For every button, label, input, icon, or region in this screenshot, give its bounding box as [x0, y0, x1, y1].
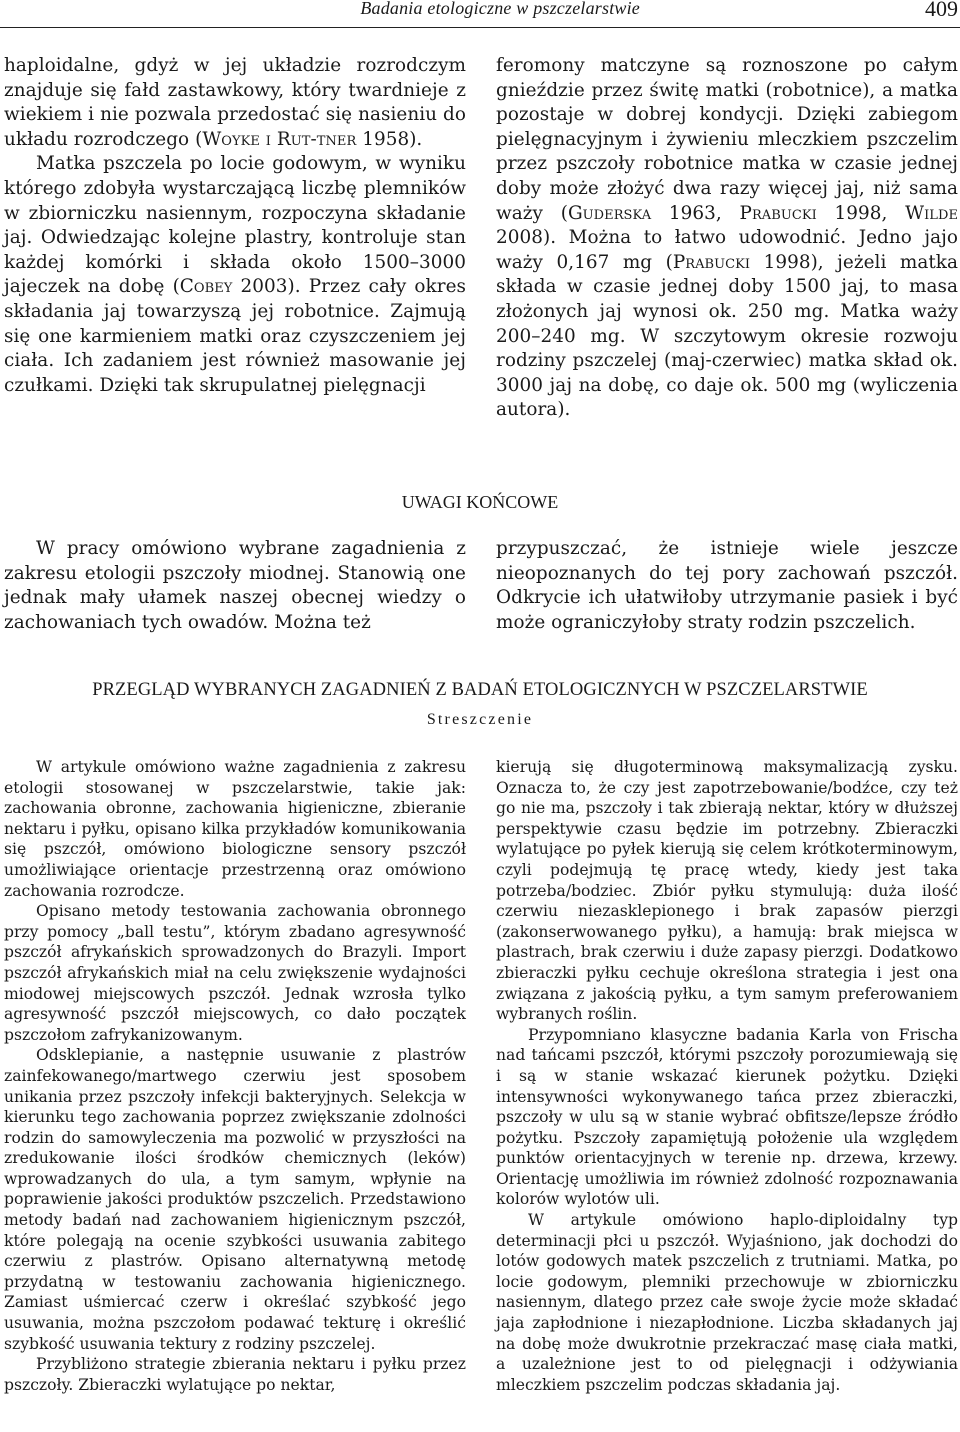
- paragraph: W pracy omówiono wybrane zagadnienia z zakresu etologii pszczoły miodnej. Stanowią one jednak mały ułamek naszej obecnej wiedzy o zachowaniach tych owadów. Można też: [4, 538, 466, 633]
- citation: Woyke i Rut-tner: [202, 128, 357, 150]
- paragraph: Przybliżono strategie zbierania nektaru i pyłku przez pszczoły. Zbieraczki wylatujące po nektar,: [4, 1355, 466, 1394]
- paragraph: kierują się długoterminową maksymalizacją zysku. Oznacza to, że czy jest zapotrzebowanie/bodźce, czy też go nie ma, pszczoły i tak zbierają nektar, który w dłuższej perspektywie czasu będzie im potrzebny. Zbieraczki wylatujące po pyłek kierują się celem krótkoterminowym, czyli podejmują tę pracę wtedy, kiedy jest taka potrzeba/bodziec. Zbiór pyłku stymulują: duża ilość czerwiu niezasklepionego i brak zapasów pierzgi (zakonserwowanego pyłku), a hamują: brak miejsca w plastrach, brak czerwiu i duże zapasy pierzgi. Dodatkowo zbieraczki pyłku cechuje określona strategia i jest ona związana z jakością pyłku, a tym samym preferowaniem wybranych roślin.: [496, 758, 958, 1024]
- paragraph: W artykule omówiono ważne zagadnienia z zakresu etologii stosowanej w pszczelarstwie, takie jak: zachowania obronne, zachowania higieniczne, zbieranie nektaru i pyłku, opisano kilka przykładów komunikowania się pszczół, omówiono biologiczne sensory pszczół umożliwiające orientacje przestrzenną oraz omówiono zachowania rozrodcze.: [4, 758, 466, 900]
- text-run: 1958).: [356, 128, 423, 150]
- summary-column-left: [4, 757, 466, 1395]
- text-run: 1963,: [651, 202, 740, 224]
- running-header: [0, 0, 960, 30]
- text-run: Matka pszczela po locie godowym, w wyniku którego zdobyła wystarczającą liczbę plemników w zbiorniczku nasiennym, rozpoczyna składanie jaj. Odwiedzając kolejne plastry, kontroluje stan każdej komórki i składa około 1500–3000 jajeczek na dobę (: [4, 153, 466, 298]
- citation: Cobey: [179, 276, 233, 298]
- text-run: feromony matczyne są roznoszone po całym gnieździe przez świtę matki (robotnice), a matka pozostaje w dobrej kondycji. Dzięki zabiegom pielęgnacyjnym i żywieniu mleczkiem pszczelim przez pszczoły robotnice matka w czasie jednej doby może złożyć dwa razy więcej jaj, niż sama waży (: [496, 55, 958, 224]
- citation: Wilde: [905, 202, 958, 224]
- paragraph: Opisano metody testowania zachowania obronnego przy pomocy „ball testu”, którym zbadano agresywność pszczół afrykańskich sprowadzonych do Brazyli. Import pszczół afrykańskich miał na celu zwiększenie wydajności miodowej miejscowych pszczół. Jednak wzrosła tylko agresywność pszczół miejscowych, co dało początek pszczołom zafrykanizowanym.: [4, 902, 466, 1044]
- page-number: 409: [925, 0, 958, 21]
- paragraph: [4, 54, 466, 152]
- text-run: 2003). Przez cały okres składania jaj towarzyszą jej robotnice. Zajmują się one karmieniem matki oraz czyszczeniem jej ciała. Ich zadaniem jest również masowanie jej czułkami. Dzięki tak skrupulatnej pielęgnacji: [4, 276, 466, 396]
- text-run: 1998,: [816, 202, 906, 224]
- text-run: haploidalne, gdyż w jej układzie rozrodczym znajduje się fałd zastawkowy, który twardnieje z wiekiem i nie pozwala przedostać się nasieniu do układu rozrodczego (: [4, 55, 466, 150]
- citation: Prabucki: [739, 202, 817, 224]
- paragraph: [4, 152, 466, 398]
- summary-subtitle: Streszczenie: [426, 711, 534, 728]
- paragraph: Przypomniano klasyczne badania Karla von Frischa nad tańcami pszczół, którymi pszczoły porozumiewają się i są w stanie wskazać kierunek pożytku. Dzięki intensywności wykonywanego tańca przez zbieraczki, pszczoły w ulu są w stanie wybrać obfitsze/lepsze źródło pożytku. Pszczoły zapamiętują położenie ula względem punktów orientacyjnych w terenie np. drzewa, krzewy. Orientację umożliwia im również zdolność rozpoznawania kolorów wylotów uli.: [496, 1025, 958, 1209]
- paragraph: W artykule omówiono haplo-diploidalny typ determinacji płci u pszczół. Wyjaśniono, jak dochodzi do lotów godowych matek pszczelich z trutniami. Matka, po locie godowym, plemniki przechowuje w zbiorniczku nasiennym, dlatego przez całe swoje życie może składać jaja zapłodnione i niezapłodnione. Liczba składanych jaj na dobę może dwukrotnie przekraczać masę ciała matki, a uzależnione jest to od pielęgnacji i odżywiania mleczkiem pszczelim podczas składania jaj.: [496, 1211, 958, 1394]
- citation: Prabucki: [672, 251, 751, 273]
- running-title: Badania etologiczne w pszczelarstwie: [360, 0, 640, 18]
- uwagi-column-left: [4, 537, 466, 635]
- section-heading-uwagi: UWAGI KOŃCOWE: [401, 492, 559, 512]
- body-column-left: [4, 54, 466, 398]
- text-run: 2008). Można to łatwo udowodnić. Jedno jajo waży 0,167 mg (: [496, 227, 958, 273]
- header-rule: [0, 27, 960, 28]
- text-run: 1998), jeżeli matka składa w czasie jednej doby 1500 jaj, to masa złożonych jaj wynosi ok. 250 mg. Matka waży 200–240 mg. W szczytowym okresie rozwoju rodziny pszczelej (maj-czerwiec) matka skład ok. 3000 jaj na dobę, co daje ok. 500 mg (wyliczenia autora).: [496, 251, 958, 421]
- citation: Guderska: [567, 202, 652, 224]
- body-column-right: [496, 54, 958, 423]
- paragraph: przypuszczać, że istnieje wiele jeszcze nieopoznanych do tej pory zachowań pszczół. Odkrycie ich ułatwiłoby utrzymanie pasiek i być może ograniczyłoby straty rodzin pszczelich.: [496, 538, 958, 633]
- paragraph: Odsklepianie, a następnie usuwanie z plastrów zainfekowanego/martwego czerwiu jest sposobem unikania przez pszczoły infekcji bakteryjnych. Selekcja w kierunku tego zachowania poprzez zwiększanie zdolności rodzin do samowyleczenia ma pozwolić w przyszłości na zredukowanie ilości środków chemicznych (leków) wprowadzanych do ula, a tym samym, wpłynie na poprawienie jakości produktów pszczelich. Przedstawiono metody badań nad zachowaniem higienicznym pszczół, które polegają na ocenie szybkości usuwania zabitego czerwiu z plastrów. Opisano alternatywną metodę przydatną w testowaniu zachowania higienicznego. Zamiast uśmiercać czerw i określać szybkość jego usuwania, można pszczołom podawać tekturę i określić szybkość usuwania tektury z rodziny pszczelej.: [4, 1046, 466, 1353]
- uwagi-column-right: [496, 537, 958, 635]
- summary-title: PRZEGLĄD WYBRANYCH ZAGADNIEŃ Z BADAŃ ETOLOGICZNYCH W PSZCZELARSTWIE: [92, 680, 868, 700]
- summary-column-right: [496, 757, 958, 1395]
- paragraph: [496, 54, 958, 423]
